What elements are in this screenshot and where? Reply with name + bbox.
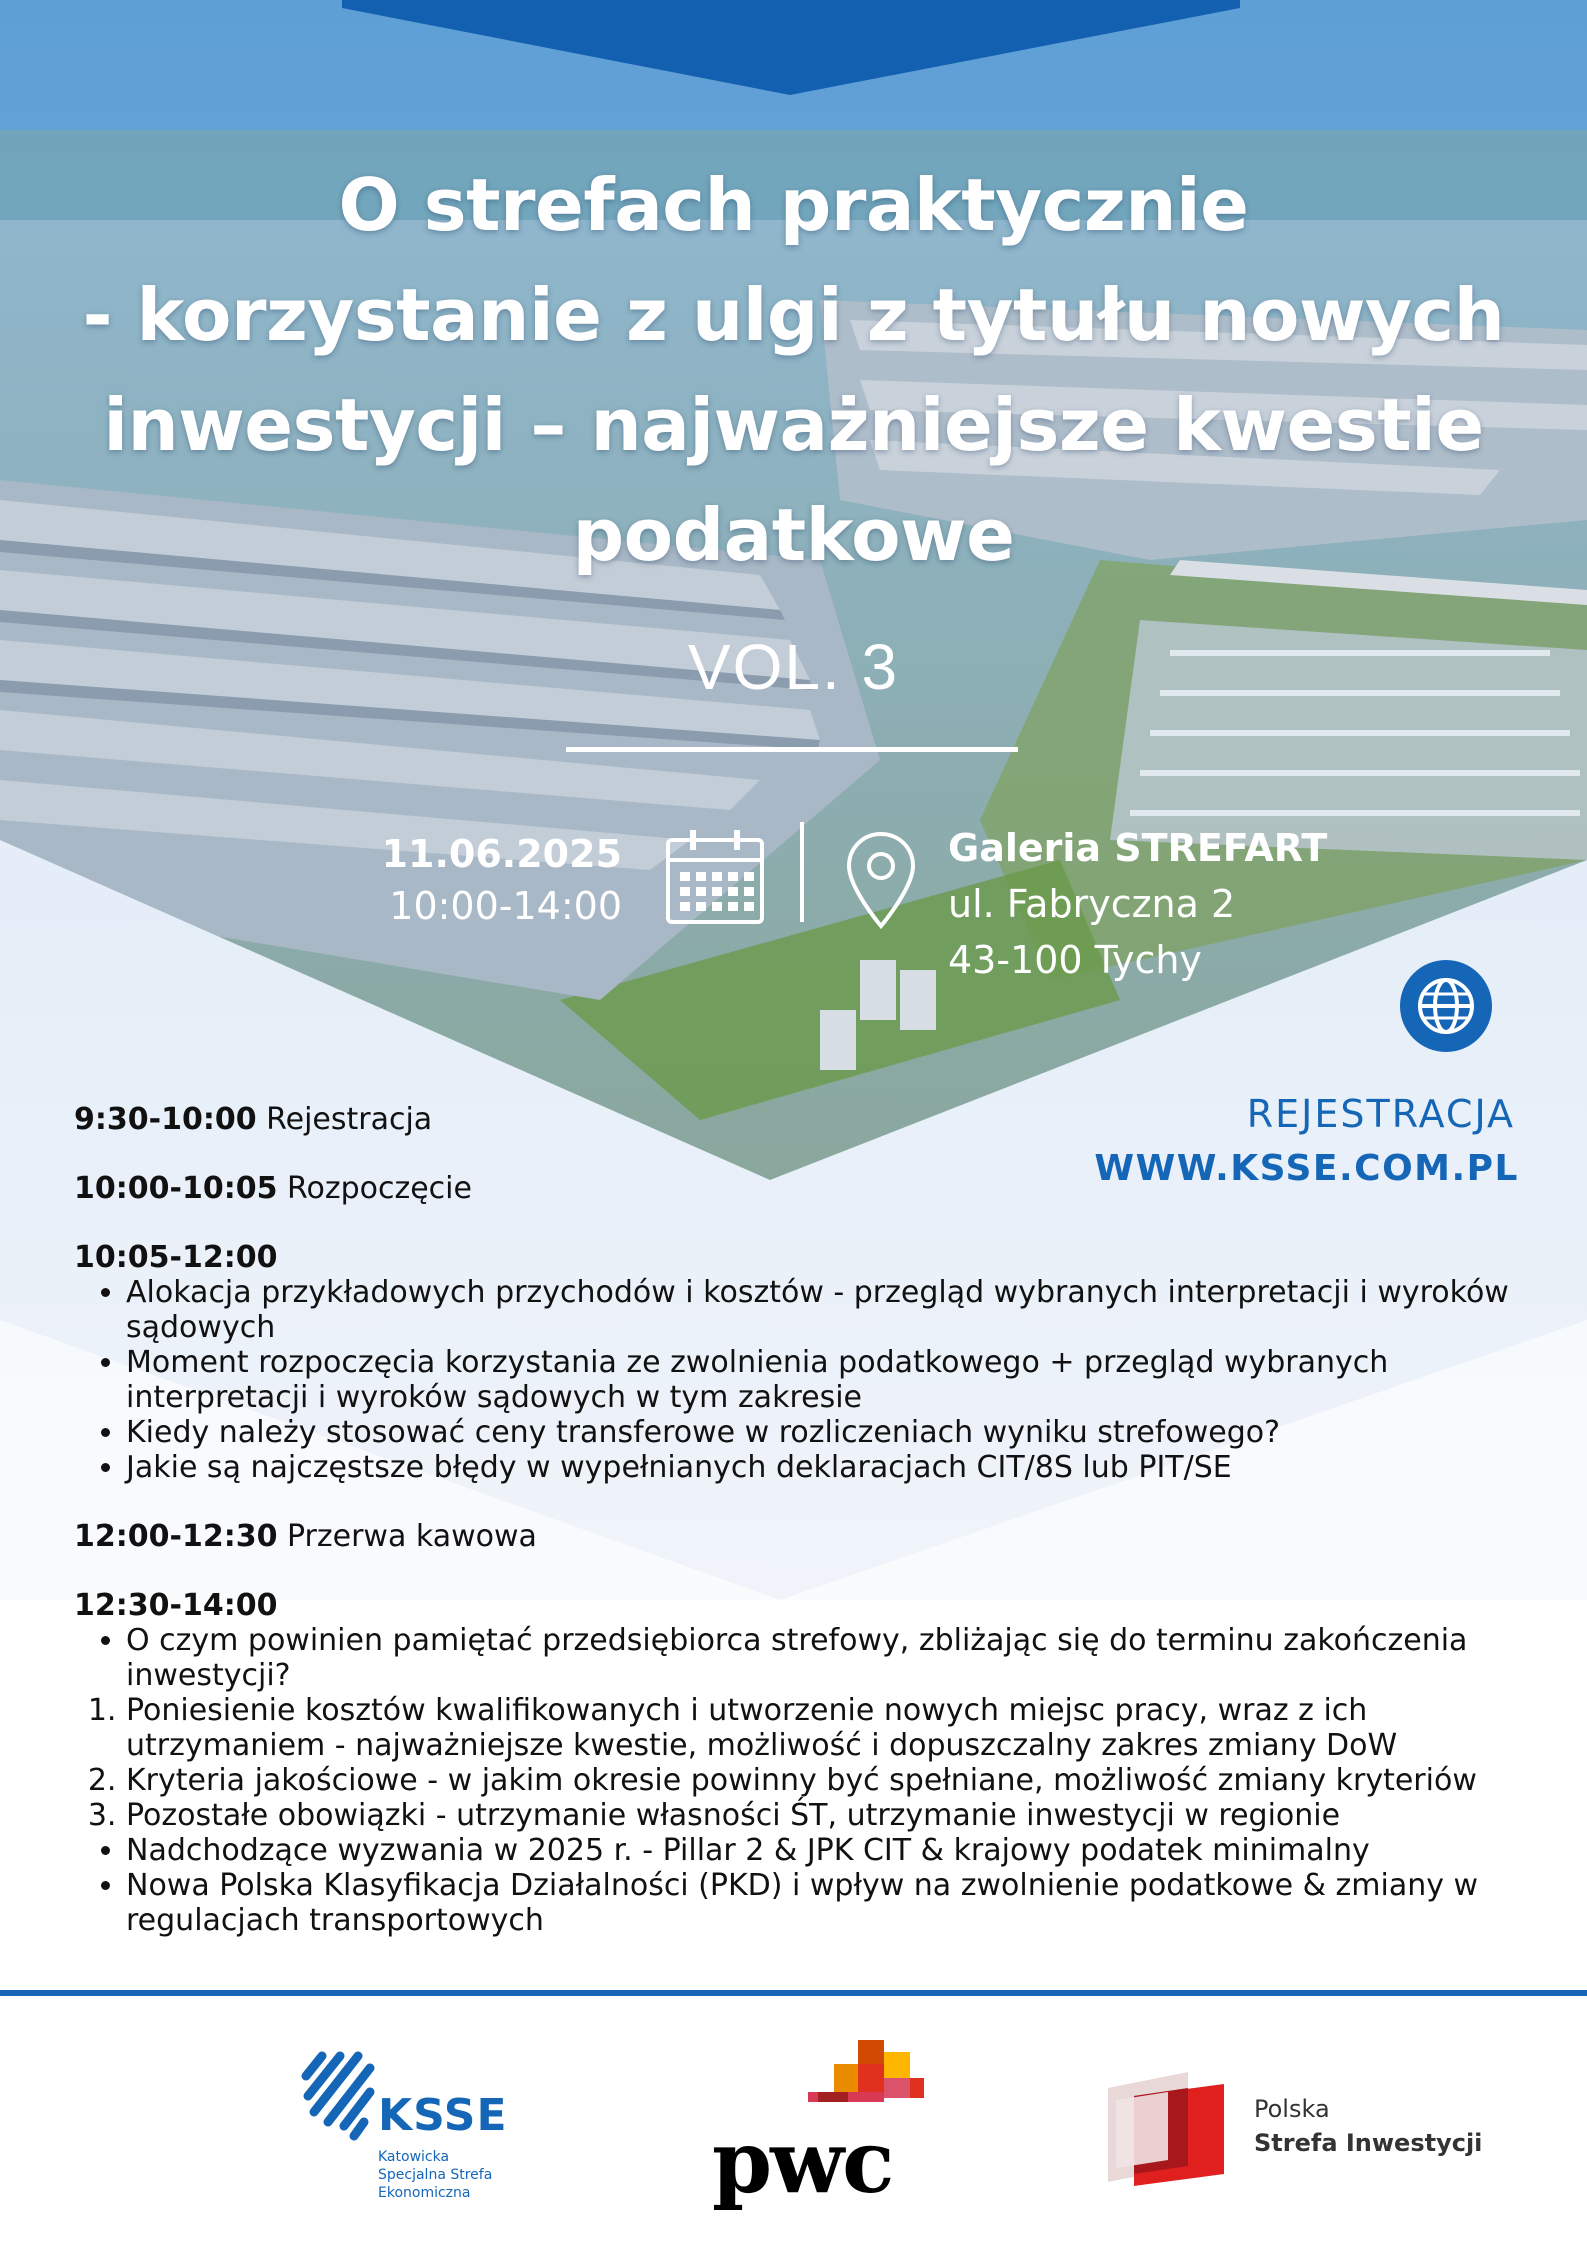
ksse-logo-subtitle xyxy=(378,2148,492,2202)
slot-topics xyxy=(126,1623,1544,1693)
slot-topics-tail xyxy=(126,1833,1544,1938)
list-item: 1. Poniesienie kosztów kwalifikowanych i utworzenie nowych miejsc pracy, wraz z ich utrzymaniem - najważniejsze kwestie, możliwość i dopuszczalny zakres zmiany DoW xyxy=(126,1693,1544,1763)
list-item: • O czym powinien pamiętać przedsiębiorca strefowy, zbliżając się do terminu zakończenia inwestycji? xyxy=(126,1623,1544,1693)
slot-label: Rejestracja xyxy=(266,1102,433,1137)
psi-logo-mark xyxy=(1108,2066,1238,2190)
slot-label: Przerwa kawowa xyxy=(286,1519,537,1554)
list-item: • Kiedy należy stosować ceny transferowe w rozliczeniach wyniku strefowego? xyxy=(126,1415,1544,1450)
venue-street: ul. Fabryczna 2 xyxy=(948,882,1236,926)
slot-topics xyxy=(126,1275,1544,1485)
registration-link[interactable]: WWW.KSSE.COM.PL xyxy=(1094,1148,1519,1189)
location-pin-icon xyxy=(845,830,917,930)
slot-time: 10:05-12:00 xyxy=(74,1240,278,1275)
volume-label: VOL. 3 xyxy=(687,631,900,703)
pwc-logo-mark xyxy=(710,2038,950,2118)
registration-label: REJESTRACJA xyxy=(1246,1092,1515,1136)
agenda-slot xyxy=(74,1519,1544,1554)
list-item: 2. Kryteria jakościowe - w jakim okresie powinny być spełniane, możliwość zmiany kryteriów xyxy=(126,1763,1544,1798)
title-line-1: O strefach praktycznie xyxy=(338,163,1249,247)
slot-numbered-topics xyxy=(126,1693,1544,1833)
venue-name: Galeria STREFART xyxy=(948,826,1328,870)
slot-label: Rozpoczęcie xyxy=(286,1171,472,1206)
psi-logo-text xyxy=(1254,2092,1482,2160)
list-item: • Nadchodzące wyzwania w 2025 r. - Pillar 2 & JPK CIT & krajowy podatek minimalny xyxy=(126,1833,1544,1868)
ksse-sub-line: Specjalna Strefa xyxy=(378,2167,493,2183)
calendar-icon xyxy=(664,826,766,928)
footer-divider xyxy=(0,1990,1587,1996)
venue-city: 43-100 Tychy xyxy=(948,938,1202,982)
list-item: • Nowa Polska Klasyfikacja Działalności (PKD) i wpływ na zwolnienie podatkowe & zmiany w regulacjach transportowych xyxy=(126,1868,1544,1938)
agenda-slot xyxy=(74,1102,1544,1137)
pwc-logo-text: pwc xyxy=(712,2112,893,2213)
ksse-logo-text: KSSE xyxy=(378,2090,508,2141)
agenda-slot xyxy=(74,1171,1544,1206)
globe-icon xyxy=(1416,976,1476,1036)
page-title xyxy=(60,150,1527,590)
title-line-3: inwestycji – najważniejsze kwestie xyxy=(103,383,1484,467)
event-time: 10:00-14:00 xyxy=(389,884,622,928)
slot-time: 9:30-10:00 xyxy=(74,1102,257,1137)
agenda-slot xyxy=(74,1588,1544,1938)
list-item: • Moment rozpoczęcia korzystania ze zwolnienia podatkowego + przegląd wybranych interpretacji i wyroków sądowych w tym zakresie xyxy=(126,1345,1544,1415)
venue-info xyxy=(948,820,1327,988)
volume-underline xyxy=(566,747,1018,752)
slot-time: 12:30-14:00 xyxy=(74,1588,278,1623)
event-date: 11.06.2025 xyxy=(381,832,622,876)
slot-time: 10:00-10:05 xyxy=(74,1171,278,1206)
website-globe-button[interactable] xyxy=(1400,960,1492,1052)
title-line-4: podatkowe xyxy=(572,493,1015,577)
list-item: • Jakie są najczęstsze błędy w wypełnianych deklaracjach CIT/8S lub PIT/SE xyxy=(126,1450,1544,1485)
agenda-slot xyxy=(74,1240,1544,1485)
list-item: • Alokacja przykładowych przychodów i kosztów - przegląd wybranych interpretacji i wyroków sądowych xyxy=(126,1275,1544,1345)
psi-line-1: Polska xyxy=(1254,2095,1330,2123)
title-line-2: - korzystanie z ulgi z tytułu nowych xyxy=(82,273,1505,357)
agenda xyxy=(74,1102,1544,1972)
info-divider xyxy=(800,822,804,922)
ksse-sub-line: Katowicka xyxy=(378,2149,450,2165)
psi-line-2: Strefa Inwestycji xyxy=(1254,2129,1483,2157)
ksse-logo-mark xyxy=(300,2050,380,2160)
event-date-time xyxy=(380,828,622,932)
top-chevron-decoration xyxy=(0,0,1587,100)
slot-time: 12:00-12:30 xyxy=(74,1519,278,1554)
list-item: 3. Pozostałe obowiązki - utrzymanie własności ŚT, utrzymanie inwestycji w regionie xyxy=(126,1798,1544,1833)
ksse-sub-line: Ekonomiczna xyxy=(378,2185,471,2201)
